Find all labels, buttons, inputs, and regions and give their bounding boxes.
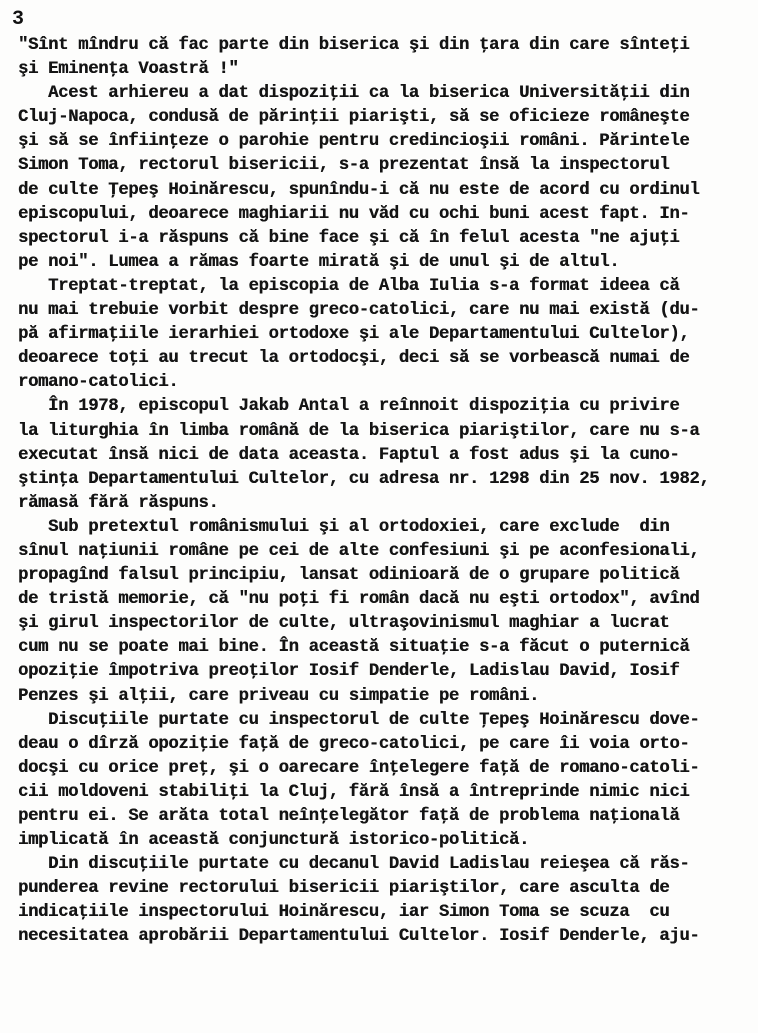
page-number: 3 — [12, 8, 25, 31]
text-line: romano-catolici. — [18, 373, 179, 393]
text-line: de tristă memorie, că "nu poţi fi român dacă nu eşti ortodox", avînd — [18, 590, 700, 610]
body-text — [18, 34, 746, 950]
text-line: sînul naţiunii române pe cei de alte confesiuni şi pe aconfesionali, — [18, 541, 700, 561]
text-line: nu mai trebuie vorbit despre greco-catolici, care nu mai există (du- — [18, 301, 700, 321]
text-line: Simon Toma, rectorul bisericii, s-a prezentat însă la inspectorul — [18, 156, 670, 176]
text-line: Treptat-treptat, la episcopia de Alba Iulia s-a format ideea că — [18, 276, 680, 296]
text-line: implicată în această conjunctură istorico-politică. — [18, 831, 530, 851]
text-line: Sub pretextul românismului şi al ortodoxiei, care exclude din — [18, 517, 670, 537]
text-line: În 1978, episcopul Jakab Antal a reînnoit dispoziţia cu privire — [18, 397, 680, 417]
text-line: de culte Ţepeş Hoinărescu, spunîndu-i că nu este de acord cu ordinul — [18, 180, 700, 200]
text-line: punderea revine rectorului bisericii piariştilor, care asculta de — [18, 879, 670, 899]
text-line: şi Eminenţa Voastră !" — [18, 60, 239, 80]
text-line: pe noi". Lumea a rămas foarte mirată şi de unul şi de altul. — [18, 252, 620, 272]
text-line: şi să se înfiinţeze o parohie pentru credincioşii români. Părintele — [18, 132, 690, 152]
text-line: deau o dîrză opoziţie faţă de greco-catolici, pe care îi voia orto- — [18, 734, 690, 754]
text-line: propagînd falsul principiu, lansat odinioară de o grupare politică — [18, 566, 680, 586]
text-line: Penzes şi alţii, care priveau cu simpatie pe români. — [18, 686, 540, 706]
text-line: cum nu se poate mai bine. În această situaţie s-a făcut o puternică — [18, 638, 690, 658]
text-line: episcopului, deoarece maghiarii nu văd cu ochi buni acest fapt. In- — [18, 204, 690, 224]
text-line: indicaţiile inspectorului Hoinărescu, iar Simon Toma se scuza cu — [18, 903, 670, 923]
text-line: necesitatea aprobării Departamentului Cultelor. Iosif Denderle, aju- — [18, 927, 700, 947]
text-line: Cluj-Napoca, condusă de părinţii piarişti, să se oficieze româneşte — [18, 108, 690, 128]
text-line: şi girul inspectorilor de culte, ultraşovinismul maghiar a lucrat — [18, 614, 670, 634]
text-line: ştinţa Departamentului Cultelor, cu adresa nr. 1298 din 25 nov. 1982, — [18, 469, 710, 489]
text-line: pă afirmaţiile ierarhiei ortodoxe şi ale Departamentului Cultelor), — [18, 325, 690, 345]
text-line: spectorul i-a răspuns că bine face şi că în felul acesta "ne ajuţi — [18, 228, 680, 248]
text-line: opoziţie împotriva preoţilor Iosif Denderle, Ladislau David, Iosif — [18, 662, 680, 682]
text-line: rămasă fără răspuns. — [18, 493, 219, 513]
text-line: Din discuţiile purtate cu decanul David Ladislau reieşea că răs- — [18, 855, 690, 875]
text-line: executat însă nici de data aceasta. Faptul a fost adus şi la cuno- — [18, 445, 680, 465]
text-line: cii moldoveni stabiliţi la Cluj, fără însă a întreprinde nimic nici — [18, 782, 690, 802]
text-line: deoarece toţi au trecut la ortodocşi, deci să se vorbească numai de — [18, 349, 690, 369]
text-line: Discuţiile purtate cu inspectorul de culte Ţepeş Hoinărescu dove- — [18, 710, 700, 730]
text-line: "Sînt mîndru că fac parte din biserica şi din ţara din care sînteţi — [18, 36, 690, 55]
text-line: pentru ei. Se arăta total neînţelegător faţă de problema naţională — [18, 807, 680, 826]
text-line: docşi cu orice preţ, şi o oarecare înţelegere faţă de romano-catoli- — [18, 758, 700, 778]
text-line: Acest arhiereu a dat dispoziţii ca la biserica Universităţii din — [18, 84, 690, 104]
text-line: la liturghia în limba română de la biserica piariştilor, care nu s-a — [18, 421, 700, 441]
